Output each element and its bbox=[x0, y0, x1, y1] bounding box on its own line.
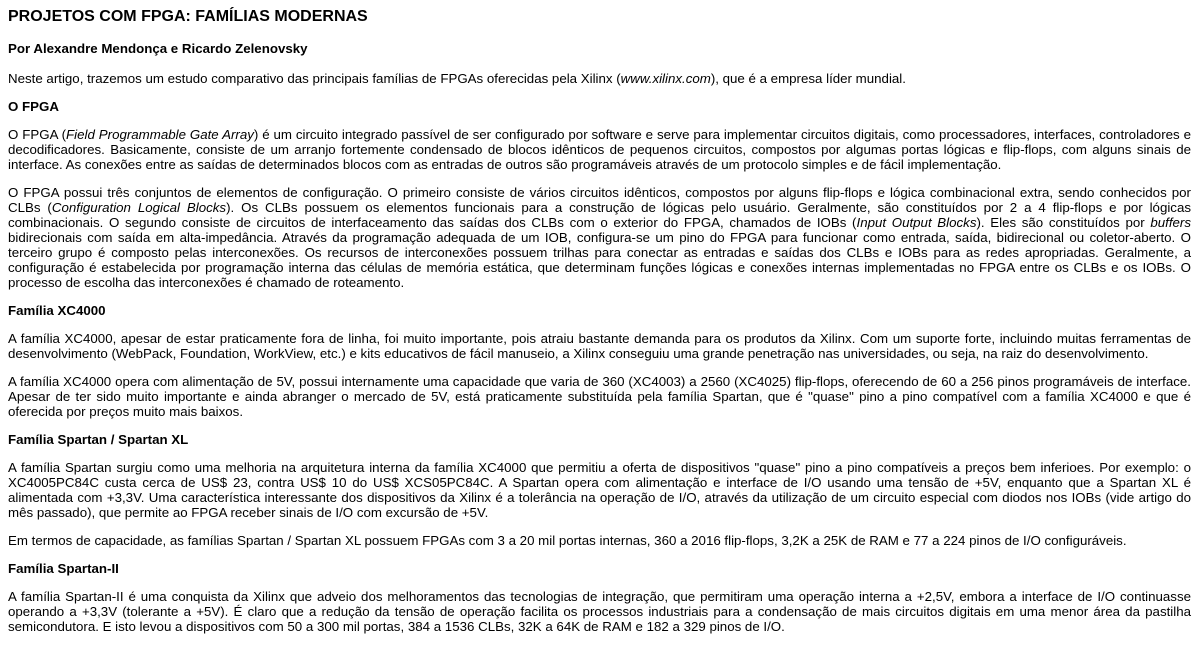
spartan-paragraph-1: A família Spartan surgiu como uma melhoria na arquitetura interna da família XC4000 que permitiu a oferta de dispositivos "quase" pino a pino compatíveis a preços bem inferioes. Por exemplo: o XC4005PC84C custa cerca de US$ 23, contra US$ 10 do US$ XCS05PC84C. A Spartan opera com alimentação e interface de I/O usando uma tensão de +5V, enquanto que a Spartan XL é alimentada com +3,3V. Uma característica interessante dos dispositivos da Xilinx é a tolerância na operação de I/O, através da utilização de um circuito especial com diodos nos IOBs (vide artigo do mês passado), que permite ao FPGA receber sinais de I/O com excursão de +5V. bbox=[8, 460, 1191, 520]
intro-text-after: ), que é a empresa líder mundial. bbox=[710, 71, 906, 86]
text-segment: O FPGA ( bbox=[8, 127, 67, 142]
spartan-ii-paragraph-1: A família Spartan-II é uma conquista da Xilinx que adveio dos melhoramentos das tecnologias de integração, que permitiram uma operação interna a +2,5V, embora a interface de I/O continuasse operando a +3,3V (tolerante a +5V). É claro que a redução da tensão de operação facilita os processos industriais para a condensação de mais circuitos digitais em uma menor área da pastilha semicondutora. E isto levou a dispositivos com 50 a 300 mil portas, 384 a 1536 CLBs, 32K a 64K de RAM e 182 a 329 pinos de I/O. bbox=[8, 589, 1191, 634]
text-segment: ) é um circuito integrado passível de ser configurado por software e serve para implementar circuitos digitais, como processadores, interfaces, controladores e decodificadores. Basicamente, consiste de um arranjo fortemente condensado de blocos idênticos de pequenos circuitos, compostos por algumas portas lógicas e flip-flops, com alguns sinais de interface. As conexões entre as saídas de determinados blocos com as entradas de outros são programáveis através de um protocolo simples e de fácil implementação. bbox=[8, 127, 1191, 172]
author-byline: Por Alexandre Mendonça e Ricardo Zelenovsky bbox=[8, 41, 308, 56]
emphasis-term: Field Programmable Gate Array bbox=[66, 127, 254, 142]
page-title: PROJETOS COM FPGA: FAMÍLIAS MODERNAS bbox=[8, 8, 368, 25]
fpga-paragraph-2 bbox=[8, 185, 1191, 290]
intro-paragraph bbox=[8, 71, 1191, 86]
text-segment: O FPGA possui três conjuntos de elementos de configuração. O primeiro consiste de vários circuitos idênticos, compostos por alguns flip-flops e lógica combinacional extra, sendo conhecidos por CLBs ( bbox=[8, 185, 1191, 215]
text-segment: ). Eles são constituídos por bbox=[976, 215, 1151, 230]
section-heading-spartan-ii: Família Spartan-II bbox=[8, 561, 119, 576]
xc4000-paragraph-1: A família XC4000, apesar de estar praticamente fora de linha, foi muito importante, pois atraiu bastante demanda para os produtos da Xilinx. Com um suporte forte, incluindo muitas ferramentas de desenvolvimento (WebPack, Foundation, WorkView, etc.) e kits educativos de fácil manuseio, a Xilinx conseguiu uma grande penetração nas universidades, ou seja, na raiz do desenvolvimento. bbox=[8, 331, 1191, 361]
emphasis-term: buffers bbox=[1150, 215, 1191, 230]
xc4000-paragraph-2: A família XC4000 opera com alimentação de 5V, possui internamente uma capacidade que varia de 360 (XC4003) a 2560 (XC4025) flip-flops, oferecendo de 60 a 256 pinos programáveis de interface. Apesar de ter sido muito importante e ainda abranger o mercado de 5V, está praticamente substituída pela família Spartan, que é "quase" pino a pino compatível com a família XC4000 e que é oferecida por preços muito mais baixos. bbox=[8, 374, 1191, 419]
intro-text-before: Neste artigo, trazemos um estudo comparativo das principais famílias de FPGAs oferecidas pela Xilinx ( bbox=[8, 71, 621, 86]
article bbox=[8, 8, 1191, 647]
fpga-paragraph-1 bbox=[8, 127, 1191, 172]
spartan-paragraph-2: Em termos de capacidade, as famílias Spartan / Spartan XL possuem FPGAs com 3 a 20 mil portas internas, 360 a 2016 flip-flops, 3,2K a 25K de RAM e 77 a 224 pinos de I/O configuráveis. bbox=[8, 533, 1127, 548]
text-segment: bidirecionais com saída em alta-impedância. Através da programação adequada de um IOB, configura-se um pino do FPGA para funcionar como entrada, saída, bidirecional ou coletor-aberto. O terceiro grupo é composto pelas interconexões. Os recursos de interconexões possuem trilhas para conectar as entradas e saídas dos CLBs e IOBs para as redes apropriadas. Geralmente, a configuração é estabelecida por programação interna das células de memória estática, que determinam funções lógicas e conexões internas implementadas no FPGA entre os CLBs e os IOBs. O processo de escolha das interconexões é chamado de roteamento. bbox=[8, 230, 1191, 290]
emphasis-term: Input Output Blocks bbox=[856, 215, 977, 230]
section-heading-fpga: O FPGA bbox=[8, 99, 59, 114]
section-heading-xc4000: Família XC4000 bbox=[8, 303, 106, 318]
section-heading-spartan: Família Spartan / Spartan XL bbox=[8, 432, 189, 447]
text-segment: ). Os CLBs possuem os elementos funcionais para a construção de lógicas pelo usuário. Geralmente, são constituídos por 2 a 4 flip-flops e por lógicas combinacionais. O segundo consiste de circuitos de interfaceamento das saídas dos CLBs com o exterior do FPGA, chamados de IOBs ( bbox=[8, 200, 1191, 230]
emphasis-term: Configuration Logical Blocks bbox=[51, 200, 227, 215]
xilinx-site-link: www.xilinx.com bbox=[620, 71, 711, 86]
